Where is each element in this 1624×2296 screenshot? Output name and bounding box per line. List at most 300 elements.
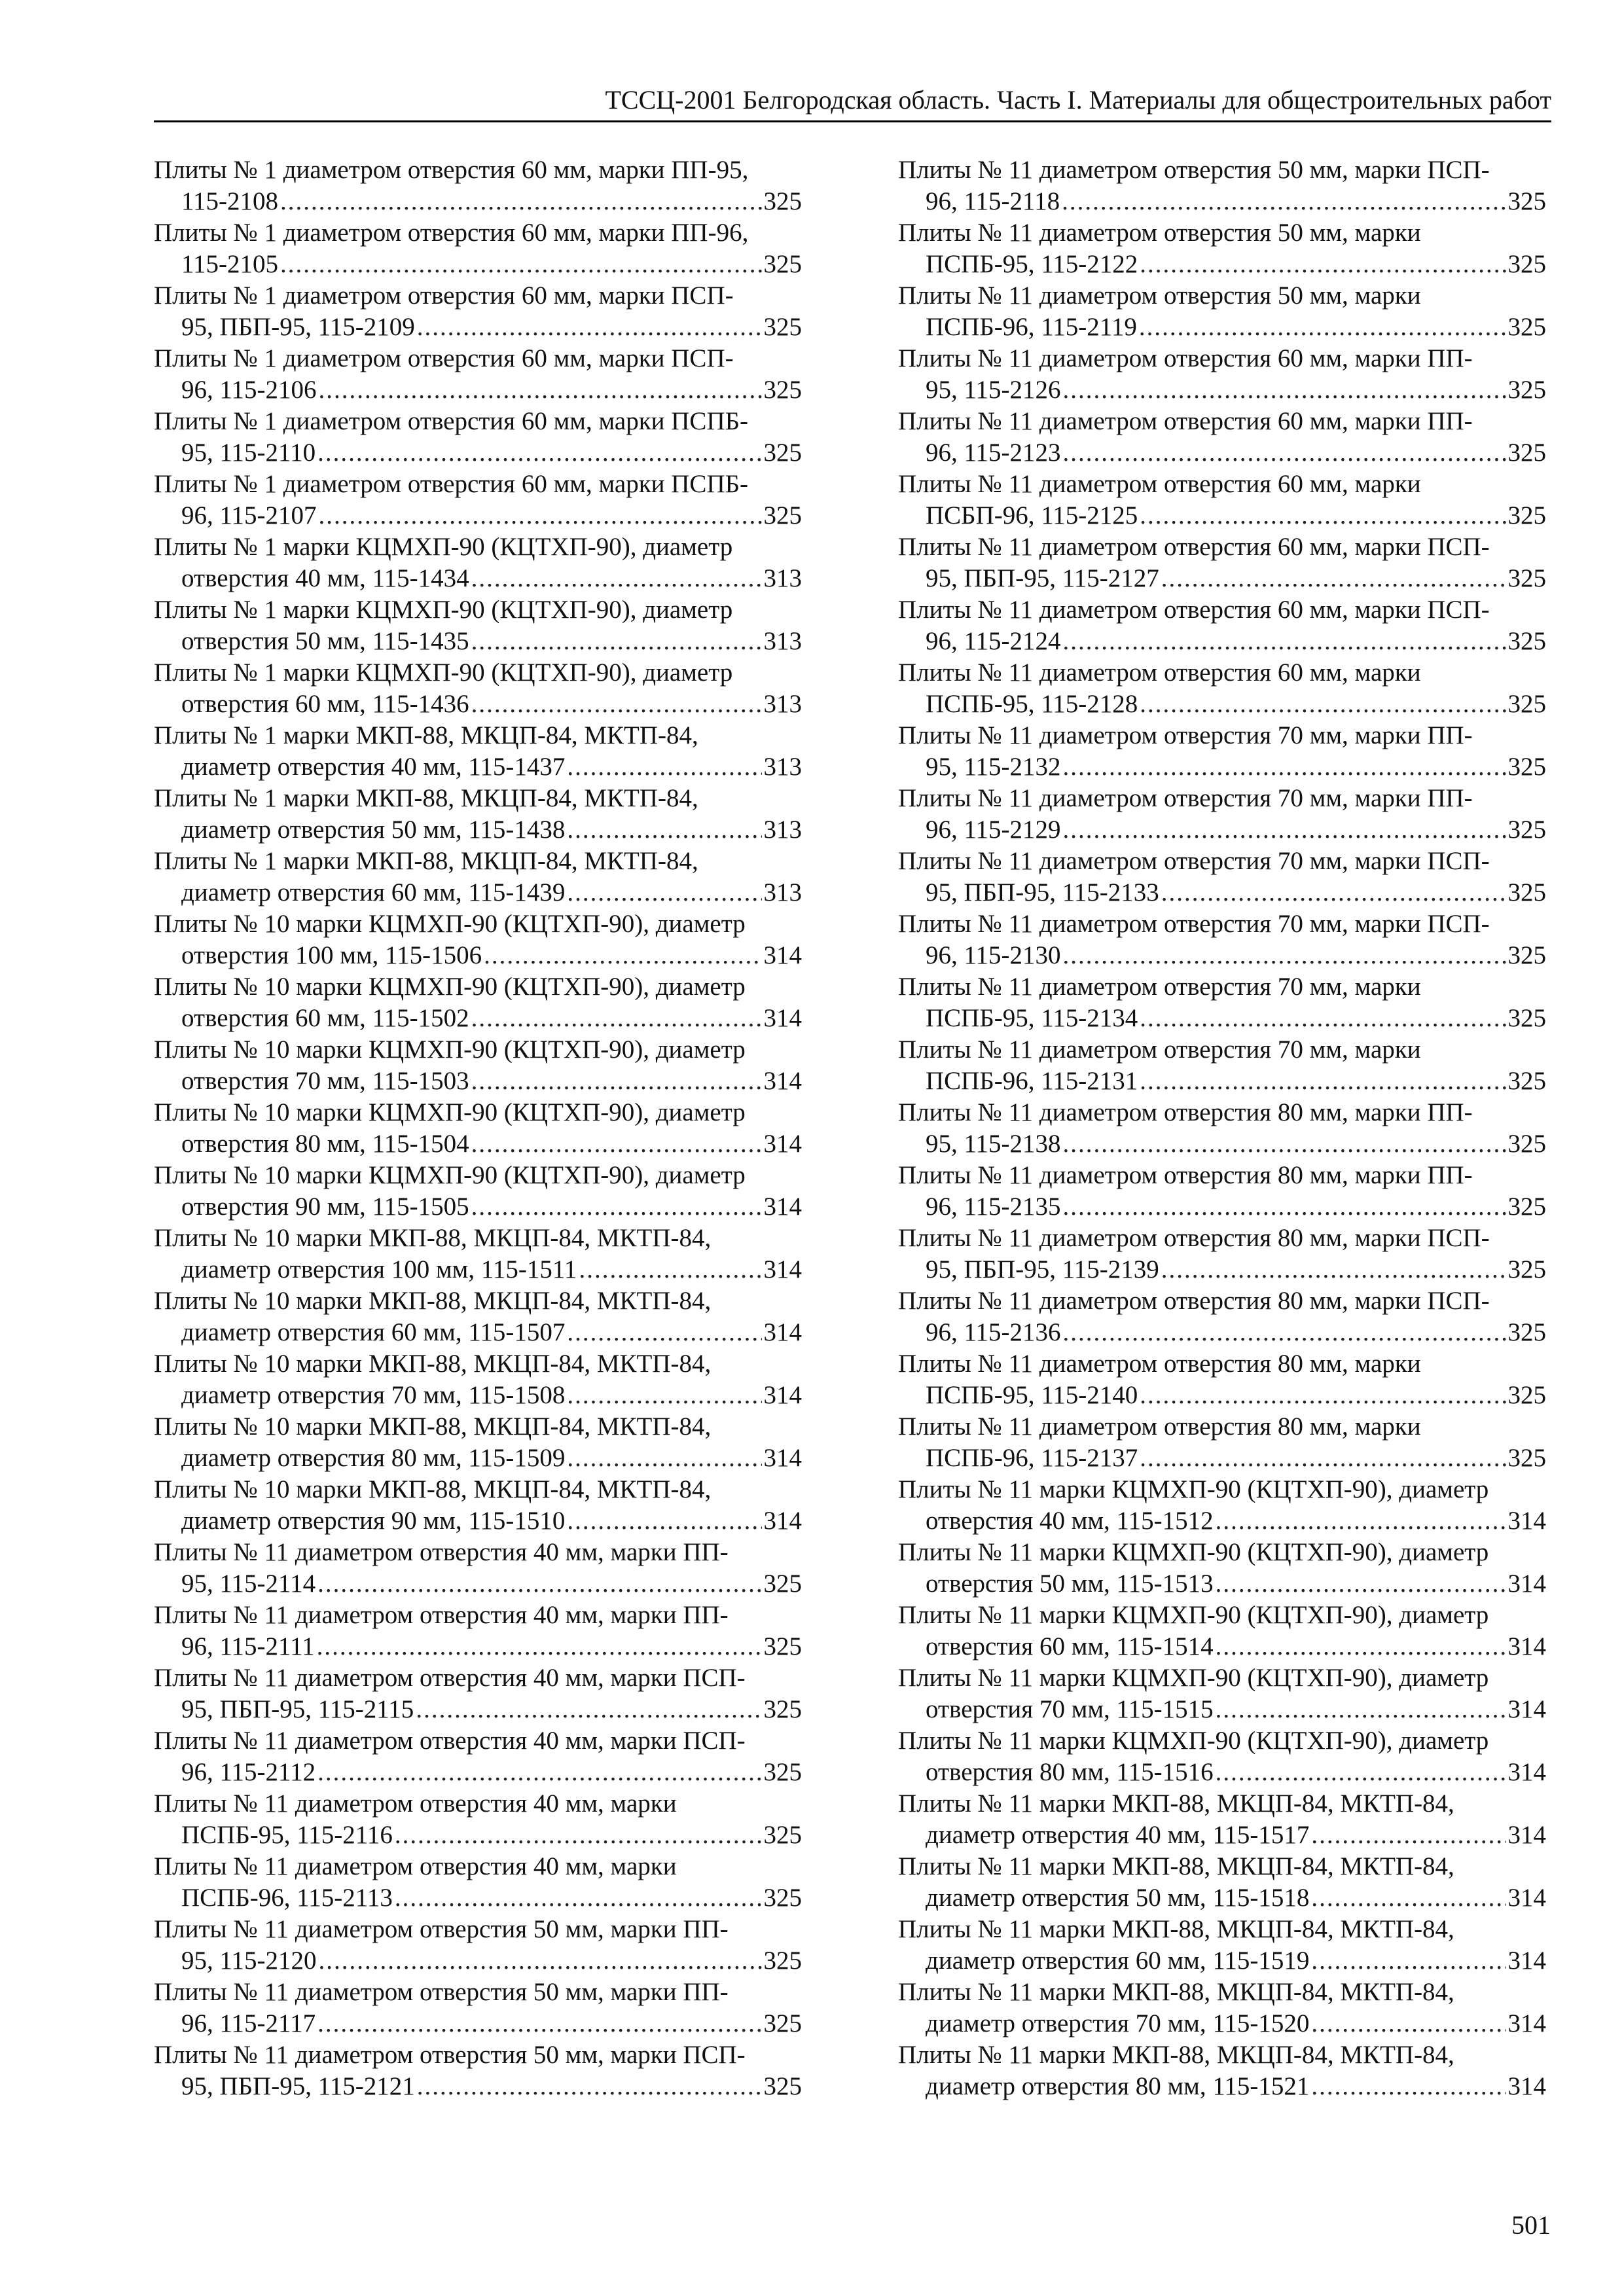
index-entry — [154, 2039, 802, 2102]
entry-code: ПСПБ-95, 115-2134 — [926, 1004, 1138, 1032]
index-entry — [154, 1977, 802, 2039]
index-entry — [154, 783, 802, 846]
entry-title: Плиты № 11 диаметром отверстия 70 мм, марки ПСП- — [898, 847, 1490, 875]
index-entry — [898, 846, 1546, 908]
entry-code: отверстия 60 мм, 115-1502 — [181, 1004, 469, 1032]
dot-leader — [1063, 751, 1506, 783]
dot-leader — [1063, 814, 1506, 846]
index-entry — [154, 469, 802, 531]
entry-title: Плиты № 11 диаметром отверстия 80 мм, марки ПСП- — [898, 1287, 1490, 1315]
entry-code: отверстия 40 мм, 115-1434 — [181, 564, 469, 592]
entry-title: Плиты № 11 диаметром отверстия 80 мм, марки — [898, 1350, 1421, 1378]
entry-page-ref: 314 — [763, 1444, 802, 1472]
entry-title: Плиты № 11 марки КЦМХП-90 (КЦТХП-90), диаметр — [898, 1601, 1489, 1629]
entry-page-ref: 314 — [1507, 1821, 1546, 1849]
index-entry — [154, 154, 802, 217]
dot-leader — [471, 563, 762, 594]
dot-leader — [317, 1757, 761, 1788]
running-header — [154, 81, 1551, 122]
entry-page-ref: 325 — [1507, 1444, 1546, 1472]
dot-leader — [1311, 1820, 1506, 1851]
entry-page-ref: 325 — [763, 2009, 802, 2037]
entry-continuation — [154, 751, 802, 783]
index-entry — [898, 971, 1546, 1034]
entry-title: Плиты № 11 диаметром отверстия 60 мм, марки — [898, 658, 1421, 687]
entry-code: 95, ПБП-95, 115-2133 — [926, 878, 1159, 906]
entry-page-ref: 313 — [763, 878, 802, 906]
index-entry — [898, 908, 1546, 971]
entry-title: Плиты № 10 марки МКП-88, МКЦП-84, МКТП-84, — [154, 1350, 712, 1378]
entry-title: Плиты № 10 марки КЦМХП-90 (КЦТХП-90), диаметр — [154, 1098, 746, 1126]
dot-leader — [1063, 374, 1506, 406]
entry-continuation — [154, 1568, 802, 1600]
entry-code: диаметр отверстия 80 мм, 115-1509 — [181, 1444, 566, 1472]
index-entry — [154, 217, 802, 280]
entry-continuation — [898, 751, 1546, 783]
entry-code: отверстия 50 мм, 115-1435 — [181, 627, 469, 655]
dot-leader — [567, 1443, 761, 1474]
dot-leader — [1161, 563, 1506, 594]
dot-leader — [395, 1882, 762, 1914]
entry-code: 95, 115-2126 — [926, 376, 1061, 404]
entry-code: ПСПБ-95, 115-2122 — [926, 250, 1138, 278]
entry-continuation — [154, 1317, 802, 1348]
entry-code: 95, 115-2114 — [181, 1570, 316, 1598]
entry-title: Плиты № 11 диаметром отверстия 40 мм, марки — [154, 1852, 677, 1880]
entry-title: Плиты № 1 марки МКП-88, МКЦП-84, МКТП-84, — [154, 847, 698, 875]
index-entry — [154, 971, 802, 1034]
entry-title: Плиты № 11 диаметром отверстия 40 мм, марки ПСП- — [154, 1664, 746, 1692]
entry-continuation — [898, 186, 1546, 217]
index-entry — [898, 1788, 1546, 1851]
entry-continuation — [154, 1945, 802, 1977]
entry-title: Плиты № 11 диаметром отверстия 80 мм, марки ПП- — [898, 1098, 1473, 1126]
entry-code: 96, 115-2123 — [926, 439, 1061, 467]
index-entry — [154, 846, 802, 908]
entry-page-ref: 325 — [763, 439, 802, 467]
entry-title: Плиты № 1 диаметром отверстия 60 мм, марки ПСПБ- — [154, 470, 748, 498]
entry-page-ref: 325 — [1507, 1004, 1546, 1032]
entry-continuation — [898, 1254, 1546, 1285]
entry-page-ref: 313 — [763, 816, 802, 844]
index-entry — [154, 1034, 802, 1097]
index-entry — [898, 1034, 1546, 1097]
entry-title: Плиты № 11 диаметром отверстия 50 мм, марки — [898, 219, 1421, 247]
index-entry — [898, 217, 1546, 280]
index-entry — [898, 406, 1546, 469]
dot-leader — [1140, 1003, 1506, 1034]
dot-leader — [280, 249, 761, 280]
entry-continuation — [898, 1317, 1546, 1348]
index-entry — [898, 1851, 1546, 1914]
entry-code: диаметр отверстия 60 мм, 115-1507 — [181, 1318, 566, 1346]
entry-page-ref: 314 — [1507, 1507, 1546, 1535]
entry-title: Плиты № 10 марки МКП-88, МКЦП-84, МКТП-84, — [154, 1224, 712, 1252]
dot-leader — [1216, 1568, 1506, 1600]
dot-leader — [579, 1254, 761, 1285]
dot-leader — [1062, 186, 1506, 217]
entry-page-ref: 325 — [763, 1884, 802, 1912]
entry-continuation — [154, 1631, 802, 1662]
entry-page-ref: 314 — [1507, 1946, 1546, 1975]
entry-code: 96, 115-2124 — [926, 627, 1061, 655]
entry-title: Плиты № 11 диаметром отверстия 60 мм, марки ПСП- — [898, 533, 1490, 561]
entry-page-ref: 325 — [763, 1695, 802, 1723]
entry-title: Плиты № 11 марки МКП-88, МКЦП-84, МКТП-84, — [898, 1789, 1454, 1818]
entry-continuation — [154, 814, 802, 846]
entry-code: 96, 115-2106 — [181, 376, 317, 404]
dot-leader — [1063, 437, 1506, 469]
dot-leader — [484, 940, 761, 971]
entry-title: Плиты № 11 диаметром отверстия 50 мм, марки ПСП- — [898, 156, 1490, 184]
entry-code: отверстия 90 мм, 115-1505 — [181, 1193, 469, 1221]
dot-leader — [471, 689, 762, 720]
index-entry — [898, 1160, 1546, 1223]
entry-continuation — [154, 1820, 802, 1851]
index-entry — [154, 1474, 802, 1537]
index-entry — [898, 1914, 1546, 1977]
entry-code: 96, 115-2129 — [926, 816, 1061, 844]
entry-page-ref: 325 — [763, 187, 802, 215]
index-entry — [154, 1788, 802, 1851]
entry-continuation — [154, 186, 802, 217]
index-entry — [898, 783, 1546, 846]
index-entry — [154, 406, 802, 469]
index-entry — [898, 343, 1546, 406]
entry-continuation — [898, 1694, 1546, 1725]
entry-code: отверстия 70 мм, 115-1503 — [181, 1067, 469, 1095]
entry-page-ref: 325 — [1507, 1067, 1546, 1095]
entry-page-ref: 325 — [763, 1821, 802, 1849]
dot-leader — [567, 1380, 761, 1411]
entry-continuation — [154, 312, 802, 343]
dot-leader — [567, 877, 761, 908]
entry-page-ref: 313 — [763, 753, 802, 781]
entry-code: отверстия 50 мм, 115-1513 — [926, 1570, 1214, 1598]
index-entry — [898, 531, 1546, 594]
dot-leader — [1161, 877, 1506, 908]
entry-code: диаметр отверстия 40 мм, 115-1517 — [926, 1821, 1310, 1849]
entry-page-ref: 314 — [1507, 1632, 1546, 1660]
entry-code: ПСПБ-96, 115-2131 — [926, 1067, 1138, 1095]
index-entry — [898, 1348, 1546, 1411]
dot-leader — [319, 374, 762, 406]
entry-code: 115-2108 — [181, 187, 279, 215]
entry-continuation — [898, 1757, 1546, 1788]
entry-code: ПСПБ-96, 115-2137 — [926, 1444, 1138, 1472]
index-entry — [154, 1223, 802, 1285]
entry-title: Плиты № 11 диаметром отверстия 60 мм, марки ПСП- — [898, 596, 1490, 624]
dot-leader — [471, 626, 762, 657]
dot-leader — [1063, 940, 1506, 971]
entry-continuation — [154, 877, 802, 908]
entry-page-ref: 325 — [1507, 627, 1546, 655]
entry-page-ref: 325 — [763, 1758, 802, 1786]
entry-continuation — [898, 437, 1546, 469]
entry-title: Плиты № 11 диаметром отверстия 50 мм, марки ПП- — [154, 1915, 729, 1943]
entry-title: Плиты № 11 диаметром отверстия 60 мм, марки — [898, 470, 1421, 498]
index-entry — [898, 1223, 1546, 1285]
entry-code: 95, ПБП-95, 115-2127 — [926, 564, 1159, 592]
entry-code: 115-2105 — [181, 250, 279, 278]
entry-title: Плиты № 11 марки МКП-88, МКЦП-84, МКТП-84, — [898, 1978, 1454, 2006]
index-entry — [898, 1474, 1546, 1537]
entry-code: диаметр отверстия 60 мм, 115-1439 — [181, 878, 566, 906]
entry-code: ПСБП-96, 115-2125 — [926, 501, 1138, 529]
entry-code: отверстия 100 мм, 115-1506 — [181, 941, 482, 969]
entry-page-ref: 325 — [763, 250, 802, 278]
entry-code: ПСПБ-96, 115-2113 — [181, 1884, 393, 1912]
dot-leader — [1063, 1191, 1506, 1223]
dot-leader — [317, 1631, 762, 1662]
entry-page-ref: 325 — [1507, 1255, 1546, 1283]
entry-title: Плиты № 11 марки КЦМХП-90 (КЦТХП-90), диаметр — [898, 1475, 1489, 1503]
index-entry — [154, 1537, 802, 1600]
index-column-left — [154, 154, 802, 2102]
entry-continuation — [154, 500, 802, 531]
entry-title: Плиты № 11 диаметром отверстия 50 мм, марки ПСП- — [154, 2041, 746, 2069]
header-title: ТССЦ-2001 Белгородская область. Часть I. Материалы для общестроительных работ — [605, 85, 1551, 115]
entry-title: Плиты № 10 марки КЦМХП-90 (КЦТХП-90), диаметр — [154, 1035, 746, 1064]
entry-code: 95, ПБП-95, 115-2115 — [181, 1695, 414, 1723]
entry-title: Плиты № 11 диаметром отверстия 70 мм, марки ПП- — [898, 784, 1473, 812]
index-entry — [154, 531, 802, 594]
entry-continuation — [898, 1003, 1546, 1034]
entry-continuation — [154, 689, 802, 720]
entry-title: Плиты № 11 диаметром отверстия 60 мм, марки ПП- — [898, 344, 1473, 372]
entry-page-ref: 325 — [1507, 816, 1546, 844]
index-entry — [898, 1725, 1546, 1788]
entry-page-ref: 314 — [763, 1507, 802, 1535]
entry-page-ref: 314 — [1507, 1695, 1546, 1723]
index-entry — [154, 1600, 802, 1662]
entry-title: Плиты № 11 диаметром отверстия 80 мм, марки ПСП- — [898, 1224, 1490, 1252]
dot-leader — [1140, 500, 1506, 531]
page-number: 501 — [1511, 2210, 1551, 2240]
entry-code: 96, 115-2117 — [181, 2009, 316, 2037]
dot-leader — [1063, 626, 1506, 657]
dot-leader — [395, 1820, 762, 1851]
index-column-right — [898, 154, 1546, 2102]
dot-leader — [1311, 1882, 1506, 1914]
entry-continuation — [898, 312, 1546, 343]
entry-code: 95, 115-2132 — [926, 753, 1061, 781]
entry-continuation — [898, 689, 1546, 720]
entry-code: диаметр отверстия 70 мм, 115-1520 — [926, 2009, 1310, 2037]
entry-page-ref: 314 — [1507, 2072, 1546, 2100]
entry-page-ref: 325 — [763, 1570, 802, 1598]
entry-title: Плиты № 10 марки КЦМХП-90 (КЦТХП-90), диаметр — [154, 910, 746, 938]
entry-title: Плиты № 10 марки МКП-88, МКЦП-84, МКТП-84, — [154, 1287, 712, 1315]
entry-continuation — [154, 437, 802, 469]
entry-title: Плиты № 11 марки КЦМХП-90 (КЦТХП-90), диаметр — [898, 1664, 1489, 1692]
entry-continuation — [898, 814, 1546, 846]
dot-leader — [1063, 1128, 1506, 1160]
entry-continuation — [154, 1254, 802, 1285]
entry-page-ref: 325 — [1507, 1193, 1546, 1221]
entry-page-ref: 325 — [1507, 313, 1546, 341]
entry-code: диаметр отверстия 100 мм, 115-1511 — [181, 1255, 577, 1283]
entry-code: отверстия 80 мм, 115-1516 — [926, 1758, 1214, 1786]
entry-continuation — [154, 1380, 802, 1411]
dot-leader — [567, 1505, 761, 1537]
entry-code: ПСПБ-95, 115-2140 — [926, 1381, 1138, 1409]
entry-continuation — [898, 1066, 1546, 1097]
entry-page-ref: 314 — [763, 1004, 802, 1032]
dot-leader — [317, 437, 761, 469]
entry-code: 96, 115-2135 — [926, 1193, 1061, 1221]
index-entry — [898, 1285, 1546, 1348]
dot-leader — [1216, 1694, 1506, 1725]
entry-title: Плиты № 11 диаметром отверстия 70 мм, марки — [898, 1035, 1421, 1064]
entry-code: 95, ПБП-95, 115-2109 — [181, 313, 415, 341]
entry-page-ref: 325 — [1507, 1130, 1546, 1158]
index-entry — [154, 1285, 802, 1348]
index-entry — [898, 1411, 1546, 1474]
entry-page-ref: 314 — [763, 1255, 802, 1283]
dot-leader — [317, 2008, 761, 2039]
dot-leader — [317, 1568, 761, 1600]
entry-continuation — [154, 563, 802, 594]
entry-code: 95, ПБП-95, 115-2121 — [181, 2072, 415, 2100]
index-entry — [154, 1411, 802, 1474]
entry-title: Плиты № 10 марки МКП-88, МКЦП-84, МКТП-84, — [154, 1475, 712, 1503]
entry-code: 95, 115-2120 — [181, 1946, 317, 1975]
entry-title: Плиты № 1 марки МКП-88, МКЦП-84, МКТП-84, — [154, 721, 698, 749]
entry-continuation — [154, 1191, 802, 1223]
entry-code: отверстия 70 мм, 115-1515 — [926, 1695, 1214, 1723]
dot-leader — [471, 1066, 762, 1097]
entry-title: Плиты № 11 диаметром отверстия 40 мм, марки ПСП- — [154, 1727, 746, 1755]
dot-leader — [319, 1945, 762, 1977]
entry-title: Плиты № 1 марки КЦМХП-90 (КЦТХП-90), диаметр — [154, 658, 733, 687]
entry-title: Плиты № 10 марки КЦМХП-90 (КЦТХП-90), диаметр — [154, 1161, 746, 1189]
entry-title: Плиты № 11 диаметром отверстия 50 мм, марки ПП- — [154, 1978, 729, 2006]
entry-continuation — [898, 1945, 1546, 1977]
index-entry — [898, 594, 1546, 657]
entry-title: Плиты № 11 диаметром отверстия 40 мм, марки ПП- — [154, 1538, 729, 1566]
entry-title: Плиты № 11 марки МКП-88, МКЦП-84, МКТП-84, — [898, 1915, 1454, 1943]
entry-title: Плиты № 11 диаметром отверстия 40 мм, марки — [154, 1789, 677, 1818]
index-entry — [898, 280, 1546, 343]
entry-page-ref: 325 — [763, 313, 802, 341]
entry-title: Плиты № 1 марки МКП-88, МКЦП-84, МКТП-84, — [154, 784, 698, 812]
entry-code: 96, 115-2136 — [926, 1318, 1061, 1346]
dot-leader — [417, 312, 762, 343]
entry-page-ref: 325 — [763, 376, 802, 404]
entry-continuation — [154, 1757, 802, 1788]
entry-continuation — [154, 626, 802, 657]
entry-continuation — [898, 1820, 1546, 1851]
entry-continuation — [898, 877, 1546, 908]
entry-continuation — [898, 2008, 1546, 2039]
index-entry — [898, 657, 1546, 720]
entry-continuation — [154, 249, 802, 280]
entry-page-ref: 325 — [763, 501, 802, 529]
dot-leader — [567, 751, 761, 783]
entry-continuation — [154, 1128, 802, 1160]
entry-continuation — [898, 1443, 1546, 1474]
entry-code: ПСПБ-95, 115-2116 — [181, 1821, 393, 1849]
entry-title: Плиты № 11 марки МКП-88, МКЦП-84, МКТП-84, — [898, 2041, 1454, 2069]
dot-leader — [319, 500, 762, 531]
entry-page-ref: 325 — [763, 2072, 802, 2100]
index-entry — [154, 1348, 802, 1411]
entry-continuation — [898, 1568, 1546, 1600]
entry-page-ref: 313 — [763, 690, 802, 718]
entry-code: 96, 115-2112 — [181, 1758, 316, 1786]
entry-title: Плиты № 10 марки КЦМХП-90 (КЦТХП-90), диаметр — [154, 973, 746, 1001]
entry-title: Плиты № 11 диаметром отверстия 50 мм, марки — [898, 281, 1421, 310]
index-entry — [154, 1160, 802, 1223]
entry-page-ref: 314 — [1507, 1758, 1546, 1786]
entry-code: 95, ПБП-95, 115-2139 — [926, 1255, 1159, 1283]
entry-continuation — [898, 1380, 1546, 1411]
entry-page-ref: 314 — [763, 1193, 802, 1221]
entry-page-ref: 325 — [1507, 187, 1546, 215]
entry-title: Плиты № 11 диаметром отверстия 40 мм, марки ПП- — [154, 1601, 729, 1629]
entry-code: 96, 115-2111 — [181, 1632, 315, 1660]
entry-continuation — [898, 1128, 1546, 1160]
entry-page-ref: 325 — [1507, 753, 1546, 781]
entry-code: 95, 115-2110 — [181, 439, 316, 467]
entry-page-ref: 325 — [763, 1632, 802, 1660]
index-entry — [154, 657, 802, 720]
entry-page-ref: 314 — [1507, 1570, 1546, 1598]
dot-leader — [1140, 249, 1506, 280]
entry-title: Плиты № 1 диаметром отверстия 60 мм, марки ПСП- — [154, 281, 734, 310]
index-entry — [154, 343, 802, 406]
entry-code: диаметр отверстия 60 мм, 115-1519 — [926, 1946, 1310, 1975]
dot-leader — [1216, 1505, 1506, 1537]
entry-title: Плиты № 10 марки МКП-88, МКЦП-84, МКТП-84, — [154, 1412, 712, 1441]
index-entry — [898, 469, 1546, 531]
index-entry — [898, 1537, 1546, 1600]
entry-code: диаметр отверстия 40 мм, 115-1437 — [181, 753, 566, 781]
entry-page-ref: 314 — [1507, 1884, 1546, 1912]
entry-continuation — [898, 374, 1546, 406]
entry-title: Плиты № 11 диаметром отверстия 70 мм, марки ПП- — [898, 721, 1473, 749]
dot-leader — [1140, 1443, 1506, 1474]
index-entry — [898, 2039, 1546, 2102]
index-entry — [154, 1851, 802, 1914]
dot-leader — [1139, 312, 1506, 343]
dot-leader — [1311, 2008, 1506, 2039]
entry-title: Плиты № 1 диаметром отверстия 60 мм, марки ПСП- — [154, 344, 734, 372]
entry-continuation — [898, 940, 1546, 971]
dot-leader — [1216, 1631, 1506, 1662]
entry-continuation — [898, 1505, 1546, 1537]
entry-code: диаметр отверстия 50 мм, 115-1518 — [926, 1884, 1310, 1912]
entry-code: ПСПБ-95, 115-2128 — [926, 690, 1138, 718]
dot-leader — [471, 1003, 762, 1034]
entry-code: диаметр отверстия 80 мм, 115-1521 — [926, 2072, 1310, 2100]
index-entry — [154, 1662, 802, 1725]
entry-code: отверстия 60 мм, 115-1514 — [926, 1632, 1214, 1660]
entry-page-ref: 325 — [1507, 501, 1546, 529]
entry-title: Плиты № 11 диаметром отверстия 70 мм, марки — [898, 973, 1421, 1001]
entry-continuation — [154, 1882, 802, 1914]
entry-page-ref: 325 — [763, 1946, 802, 1975]
entry-continuation — [898, 626, 1546, 657]
entry-continuation — [898, 563, 1546, 594]
index-entry — [154, 720, 802, 783]
dot-leader — [471, 1128, 762, 1160]
entry-title: Плиты № 1 диаметром отверстия 60 мм, марки ПП-95, — [154, 156, 749, 184]
entry-continuation — [154, 1505, 802, 1537]
entry-code: отверстия 60 мм, 115-1436 — [181, 690, 469, 718]
entry-page-ref: 314 — [763, 1130, 802, 1158]
